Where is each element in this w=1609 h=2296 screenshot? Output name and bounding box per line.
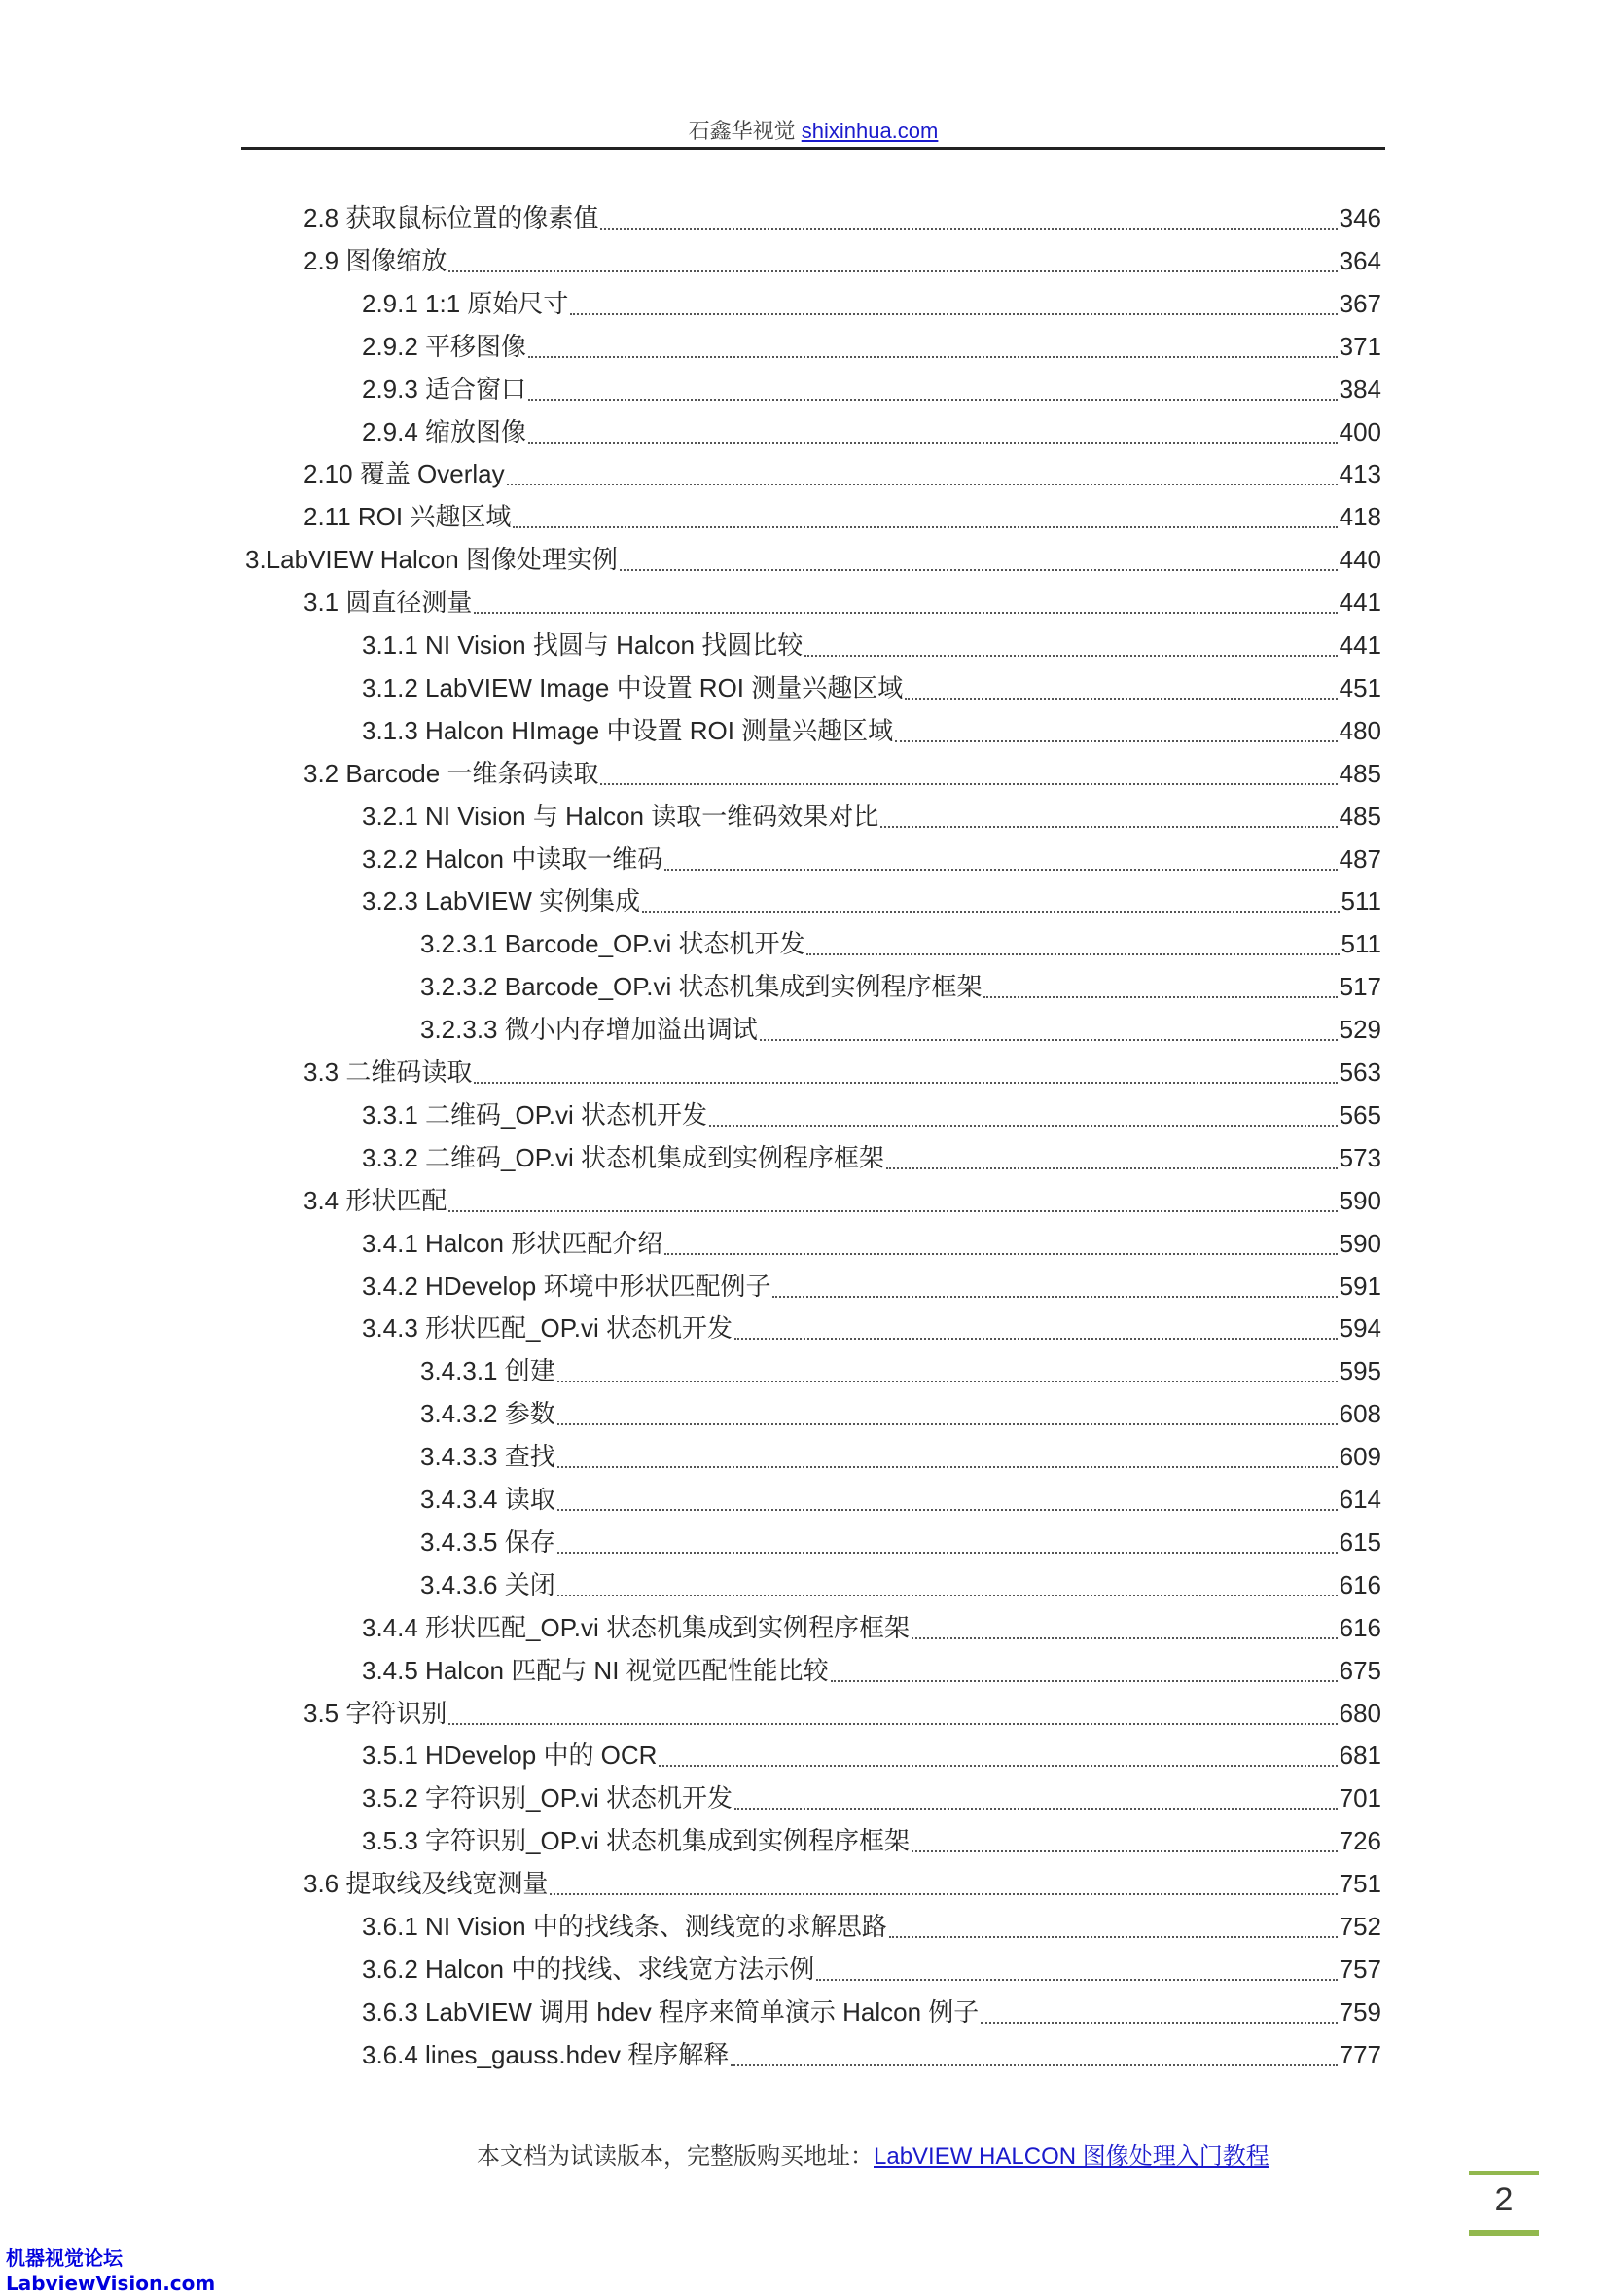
toc-entry-page: 680 xyxy=(1339,1698,1381,1728)
toc-entry-page: 485 xyxy=(1339,758,1381,788)
toc-leader-dots xyxy=(557,1552,1338,1554)
toc-leader-dots xyxy=(831,1680,1338,1682)
header-divider xyxy=(241,147,1385,150)
toc-entry-page: 751 xyxy=(1339,1869,1381,1899)
toc-leader-dots xyxy=(816,1979,1337,1981)
toc-entry-label: 3.6 提取线及线宽测量 xyxy=(304,1869,549,1899)
toc-entry[interactable] xyxy=(362,1224,1381,1267)
toc-entry[interactable] xyxy=(304,1864,1381,1907)
toc-leader-dots xyxy=(600,228,1337,230)
toc-entry-label: 3.6.2 Halcon 中的找线、求线宽方法示例 xyxy=(362,1954,815,1984)
toc-entry-page: 511 xyxy=(1341,886,1381,916)
toc-entry-page: 752 xyxy=(1339,1912,1381,1941)
toc-entry-page: 681 xyxy=(1339,1740,1381,1771)
toc-entry[interactable] xyxy=(420,1010,1381,1053)
toc-entry-label: 2.9.4 缩放图像 xyxy=(362,416,527,447)
toc-leader-dots xyxy=(507,484,1338,485)
toc-entry-label: 2.10 覆盖 Overlay xyxy=(304,459,505,489)
toc-leader-dots xyxy=(709,1125,1338,1127)
toc-leader-dots xyxy=(664,869,1337,871)
toc-leader-dots xyxy=(550,1893,1337,1895)
toc-leader-dots xyxy=(889,1936,1338,1938)
toc-entry[interactable] xyxy=(420,1351,1381,1394)
toc-entry-page: 480 xyxy=(1339,715,1381,745)
toc-entry[interactable] xyxy=(304,497,1381,540)
toc-entry-label: 3.2.3.3 微小内存增加溢出调试 xyxy=(420,1015,758,1045)
toc-entry[interactable] xyxy=(362,1950,1381,1992)
toc-entry-label: 3.4.3.3 查找 xyxy=(420,1442,555,1472)
toc-leader-dots xyxy=(880,826,1337,828)
toc-entry[interactable] xyxy=(362,1138,1381,1181)
toc-entry-page: 675 xyxy=(1339,1655,1381,1685)
toc-leader-dots xyxy=(528,442,1338,444)
toc-leader-dots xyxy=(557,1466,1338,1468)
toc-entry-label: 3.4.5 Halcon 匹配与 NI 视觉匹配性能比较 xyxy=(362,1655,829,1685)
toc-entry[interactable] xyxy=(362,1267,1381,1309)
toc-entry-page: 595 xyxy=(1339,1356,1381,1386)
toc-entry-page: 614 xyxy=(1339,1485,1381,1514)
toc-entry-page: 594 xyxy=(1339,1313,1381,1344)
toc-entry-page: 590 xyxy=(1339,1185,1381,1215)
toc-entry[interactable] xyxy=(362,1095,1381,1138)
toc-leader-dots xyxy=(806,953,1339,955)
toc-entry-label: 2.9.3 适合窗口 xyxy=(362,374,527,404)
toc-entry-page: 609 xyxy=(1339,1442,1381,1472)
toc-leader-dots xyxy=(600,783,1337,785)
toc-entry-label: 2.9 图像缩放 xyxy=(304,245,447,275)
toc-leader-dots xyxy=(557,1423,1338,1425)
toc-entry-label: 2.9.2 平移图像 xyxy=(362,331,527,361)
toc-entry-page: 757 xyxy=(1339,1954,1381,1984)
toc-entry[interactable] xyxy=(362,413,1381,455)
toc-entry-label: 3.1.3 Halcon HImage 中设置 ROI 测量兴趣区域 xyxy=(362,715,894,745)
toc-leader-dots xyxy=(912,1850,1338,1852)
toc-entry-page: 701 xyxy=(1339,1783,1381,1813)
header-link[interactable]: shixinhua.com xyxy=(801,119,939,143)
toc-entry-page: 440 xyxy=(1339,545,1381,575)
toc-entry-page: 563 xyxy=(1339,1058,1381,1087)
toc-entry-label: 3.4 形状匹配 xyxy=(304,1185,447,1215)
toc-entry-page: 726 xyxy=(1339,1826,1381,1856)
toc-leader-dots xyxy=(448,270,1337,272)
toc-entry[interactable] xyxy=(362,1778,1381,1821)
toc-entry-label: 3.3.1 二维码_OP.vi 状态机开发 xyxy=(362,1099,707,1130)
toc-entry-page: 441 xyxy=(1339,630,1381,660)
toc-entry-page: 441 xyxy=(1339,588,1381,618)
toc-entry[interactable] xyxy=(362,1608,1381,1651)
toc-entry-label: 3.4.3.4 读取 xyxy=(420,1485,555,1514)
toc-entry[interactable] xyxy=(362,1736,1381,1778)
toc-entry-page: 364 xyxy=(1339,245,1381,275)
header-title: 石鑫华视觉 xyxy=(688,119,802,143)
toc-entry-label: 3.4.3.2 参数 xyxy=(420,1399,555,1429)
toc-entry[interactable] xyxy=(362,2035,1381,2078)
toc-entry[interactable] xyxy=(362,626,1381,668)
footer-text: 本文档为试读版本，完整版购买地址： xyxy=(477,2143,874,2170)
page-number-bottom-bar xyxy=(1469,2230,1539,2236)
toc-entry[interactable] xyxy=(304,198,1381,241)
toc-entry-label: 2.9.1 1:1 原始尺寸 xyxy=(362,288,569,318)
toc-entry-label: 3.2.3.2 Barcode_OP.vi 状态机集成到实例程序框架 xyxy=(420,972,983,1002)
toc-entry-label: 3.6.1 NI Vision 中的找线条、测线宽的求解思路 xyxy=(362,1912,887,1941)
toc-entry-label: 2.11 ROI 兴趣区域 xyxy=(304,502,512,532)
toc-leader-dots xyxy=(731,2064,1337,2066)
toc-entry-label: 3.4.1 Halcon 形状匹配介绍 xyxy=(362,1228,663,1258)
toc-entry[interactable] xyxy=(362,1651,1381,1694)
toc-leader-dots xyxy=(760,1039,1338,1041)
toc-entry[interactable] xyxy=(420,1394,1381,1437)
toc-entry-page: 400 xyxy=(1339,416,1381,447)
toc-entry-label: 3.3 二维码读取 xyxy=(304,1058,473,1087)
toc-entry[interactable] xyxy=(362,327,1381,370)
toc-entry-label: 3.4.3.6 关闭 xyxy=(420,1569,555,1599)
toc-entry[interactable] xyxy=(362,1992,1381,2035)
footer-note xyxy=(477,2136,1269,2170)
toc-entry[interactable] xyxy=(362,1309,1381,1351)
toc-entry-label: 3.LabVIEW Halcon 图像处理实例 xyxy=(245,545,618,575)
toc-entry[interactable] xyxy=(304,454,1381,497)
toc-entry-label: 3.1.2 LabVIEW Image 中设置 ROI 测量兴趣区域 xyxy=(362,672,904,702)
toc-entry-label: 2.8 获取鼠标位置的像素值 xyxy=(304,203,599,233)
toc-entry[interactable] xyxy=(304,1694,1381,1737)
toc-leader-dots xyxy=(528,399,1338,401)
toc-leader-dots xyxy=(513,526,1337,528)
toc-leader-dots xyxy=(642,911,1339,913)
toc-entry[interactable] xyxy=(362,711,1381,754)
toc-entry-page: 418 xyxy=(1339,502,1381,532)
toc-entry-page: 371 xyxy=(1339,331,1381,361)
toc-entry-label: 3.1 圆直径测量 xyxy=(304,588,473,618)
toc-entry-page: 573 xyxy=(1339,1142,1381,1172)
toc-entry-page: 413 xyxy=(1339,459,1381,489)
toc-leader-dots xyxy=(474,612,1337,614)
toc-entry-label: 3.4.3 形状匹配_OP.vi 状态机开发 xyxy=(362,1313,733,1344)
toc-entry-label: 3.2.1 NI Vision 与 Halcon 读取一维码效果对比 xyxy=(362,801,879,831)
toc-entry[interactable] xyxy=(362,840,1381,882)
toc-entry[interactable] xyxy=(420,1437,1381,1480)
toc-entry[interactable] xyxy=(362,881,1381,924)
toc-entry-label: 3.6.4 lines_gauss.hdev 程序解释 xyxy=(362,2039,730,2069)
footer-purchase-link[interactable]: LabVIEW HALCON 图像处理入门教程 xyxy=(874,2143,1269,2170)
toc-entry[interactable] xyxy=(420,967,1381,1010)
toc-leader-dots xyxy=(772,1296,1337,1298)
toc-entry-page: 615 xyxy=(1339,1526,1381,1557)
page-header xyxy=(241,115,1385,145)
toc-entry-label: 3.5 字符识别 xyxy=(304,1698,447,1728)
toc-entry[interactable] xyxy=(362,370,1381,413)
toc-leader-dots xyxy=(905,698,1337,700)
toc-entry-page: 367 xyxy=(1339,288,1381,318)
toc-entry-page: 346 xyxy=(1339,203,1381,233)
toc-leader-dots xyxy=(557,1509,1338,1511)
toc-entry-label: 3.4.3.1 创建 xyxy=(420,1356,555,1386)
toc-leader-dots xyxy=(734,1338,1338,1340)
toc-entry-page: 384 xyxy=(1339,374,1381,404)
toc-entry-page: 591 xyxy=(1339,1271,1381,1301)
toc-leader-dots xyxy=(886,1167,1338,1169)
toc-entry-page: 485 xyxy=(1339,801,1381,831)
toc-leader-dots xyxy=(474,1082,1337,1084)
toc-entry-page: 517 xyxy=(1339,972,1381,1002)
toc-leader-dots xyxy=(528,356,1338,358)
toc-entry-label: 3.5.2 字符识别_OP.vi 状态机开发 xyxy=(362,1783,733,1813)
toc-entry-page: 608 xyxy=(1339,1399,1381,1429)
toc-entry-label: 3.2 Barcode 一维条码读取 xyxy=(304,758,599,788)
toc-leader-dots xyxy=(664,1253,1337,1255)
toc-entry-page: 759 xyxy=(1339,1996,1381,2027)
toc-entry-label: 3.3.2 二维码_OP.vi 状态机集成到实例程序框架 xyxy=(362,1142,884,1172)
toc-entry-page: 451 xyxy=(1339,672,1381,702)
toc-entry-page: 777 xyxy=(1339,2039,1381,2069)
toc-leader-dots xyxy=(983,996,1337,998)
toc-entry-page: 529 xyxy=(1339,1015,1381,1045)
toc-entry[interactable] xyxy=(362,797,1381,840)
toc-entry[interactable] xyxy=(304,241,1381,284)
toc-entry[interactable] xyxy=(304,1053,1381,1095)
toc-entry-page: 565 xyxy=(1339,1099,1381,1130)
toc-entry-page: 616 xyxy=(1339,1569,1381,1599)
toc-entry[interactable] xyxy=(245,540,1381,583)
toc-entry-label: 3.6.3 LabVIEW 调用 hdev 程序来简单演示 Halcon 例子 xyxy=(362,1996,980,2027)
toc-entry-label: 3.5.1 HDevelop 中的 OCR xyxy=(362,1740,658,1771)
toc-entry-label: 3.1.1 NI Vision 找圆与 Halcon 找圆比较 xyxy=(362,630,804,660)
toc-entry[interactable] xyxy=(420,1480,1381,1523)
toc-leader-dots xyxy=(557,1381,1338,1382)
toc-entry-label: 3.4.4 形状匹配_OP.vi 状态机集成到实例程序框架 xyxy=(362,1612,910,1642)
toc-entry[interactable] xyxy=(362,1907,1381,1950)
toc-entry[interactable] xyxy=(362,284,1381,327)
toc-entry-label: 3.2.2 Halcon 中读取一维码 xyxy=(362,843,663,874)
watermark-line1: 机器视觉论坛 xyxy=(6,2246,123,2270)
toc-entry[interactable] xyxy=(304,583,1381,626)
toc-entry[interactable] xyxy=(362,1821,1381,1864)
toc-entry[interactable] xyxy=(362,668,1381,711)
toc-entry-page: 616 xyxy=(1339,1612,1381,1642)
toc-entry-label: 3.4.2 HDevelop 环境中形状匹配例子 xyxy=(362,1271,771,1301)
watermark-line2: LabviewVision.com xyxy=(6,2272,216,2295)
forum-watermark xyxy=(6,2245,215,2296)
toc-entry-page: 590 xyxy=(1339,1228,1381,1258)
toc-entry[interactable] xyxy=(420,1523,1381,1565)
page-number-top-bar xyxy=(1469,2171,1539,2175)
toc-leader-dots xyxy=(734,1808,1338,1810)
toc-entry-label: 3.2.3 LabVIEW 实例集成 xyxy=(362,886,641,916)
toc-entry-page: 487 xyxy=(1339,843,1381,874)
toc-leader-dots xyxy=(804,655,1337,657)
toc-leader-dots xyxy=(448,1210,1337,1212)
toc-leader-dots xyxy=(659,1765,1337,1767)
toc-entry[interactable] xyxy=(420,1565,1381,1608)
toc-entry-label: 3.4.3.5 保存 xyxy=(420,1526,555,1557)
toc-entry[interactable] xyxy=(420,924,1381,967)
toc-entry-label: 3.2.3.1 Barcode_OP.vi 状态机开发 xyxy=(420,929,805,959)
toc-leader-dots xyxy=(981,2022,1337,2024)
toc-leader-dots xyxy=(570,313,1337,315)
toc-entry-label: 3.5.3 字符识别_OP.vi 状态机集成到实例程序框架 xyxy=(362,1826,910,1856)
toc-leader-dots xyxy=(620,569,1338,571)
toc-leader-dots xyxy=(912,1637,1338,1639)
toc-leader-dots xyxy=(895,740,1337,742)
toc-leader-dots xyxy=(557,1595,1338,1596)
page-number: 2 xyxy=(1494,2181,1514,2218)
toc-leader-dots xyxy=(448,1723,1337,1725)
toc-entry[interactable] xyxy=(304,1181,1381,1224)
toc-entry[interactable] xyxy=(304,754,1381,797)
toc-entry-page: 511 xyxy=(1341,929,1381,959)
